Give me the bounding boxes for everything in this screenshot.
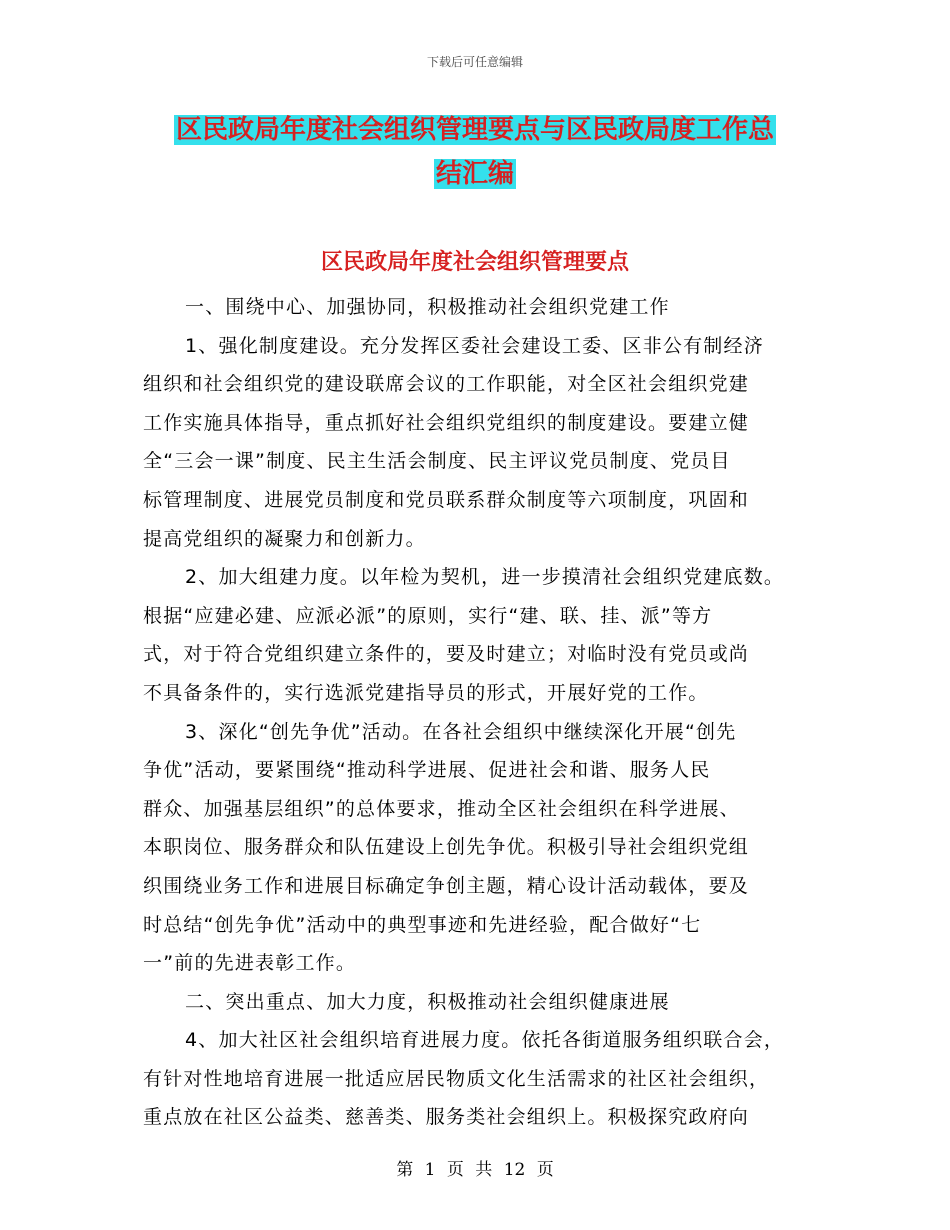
document-title-line-2 [0,154,950,194]
body-text-line: 一、围绕中心、加强协同，积极推动社会组织党建工作 [185,296,670,318]
body-text-line: 二、突出重点、加大力度，积极推动社会组织健康进展 [185,990,670,1013]
header-note: 下载后可任意编辑 [426,55,523,69]
document-title-line-1-text: 区民政局年度社会组织管理要点与区民政局度工作总 [175,115,774,145]
document-title-line-1 [0,110,950,150]
body-text-line: 式，对于符合党组织建立条件的，要及时建立；对临时没有党员或尚 [143,643,750,666]
body-text-line: 本职岗位、服务群众和队伍建设上创先争优。积极引导社会组织党组 [143,836,750,859]
body-text-line: 争优”活动，要紧围绕“推动科学进展、促进社会和谐、服务人民 [143,759,711,782]
body-text-line: 组织和社会组织党的建设联席会议的工作职能，对全区社会组织党建 [143,373,750,396]
body-text-line: 工作实施具体指导，重点抓好社会组织党组织的制度建设。要建立健 [143,411,750,434]
body-text-line: 根据“应建必建、应派必派”的原则，实行“建、联、挂、派”等方 [143,604,713,627]
body-text-line: 4、加大社区社会组织培育进展力度。依托各街道服务组织联合会， [185,1029,785,1052]
body-text-line: 有针对性地培育进展一批适应居民物质文化生活需求的社区社会组织， [143,1067,770,1090]
body-text-line: 1、强化制度建设。充分发挥区委社会建设工委、区非公有制经济 [185,334,764,357]
body-text-line: 标管理制度、进展党员制度和党员联系群众制度等六项制度，巩固和 [143,488,750,511]
body-text-line: 织围绕业务工作和进展目标确定争创主题，精心设计活动载体，要及 [143,874,750,897]
body-text-line: 全“三会一课”制度、民主生活会制度、民主评议党员制度、党员目 [143,450,731,473]
page-footer: 第 1 页 共 12 页 [396,1160,554,1180]
body-text-line: 2、加大组建力度。以年检为契机，进一步摸清社会组织党建底数。 [185,566,785,589]
document-title-line-2-text: 结汇编 [435,159,514,189]
body-text-line: 重点放在社区公益类、慈善类、服务类社会组织上。积极探究政府向 [143,1106,750,1129]
body-text-line: 时总结“创先争优”活动中的典型事迹和先进经验，配合做好“七 [143,913,702,936]
section-title: 区民政局年度社会组织管理要点 [320,250,629,275]
document-body [143,288,823,1137]
body-text-line: 一”前的先进表彰工作。 [143,952,357,975]
body-text-line: 3、深化“创先争优”活动。在各社会组织中继续深化开展“创先 [185,720,737,743]
body-text-line: 不具备条件的，实行选派党建指导员的形式，开展好党的工作。 [143,681,709,704]
body-text-line: 提高党组织的凝聚力和创新力。 [143,527,426,550]
body-text-line: 群众、加强基层组织”的总体要求，推动全区社会组织在科学进展、 [143,797,740,820]
